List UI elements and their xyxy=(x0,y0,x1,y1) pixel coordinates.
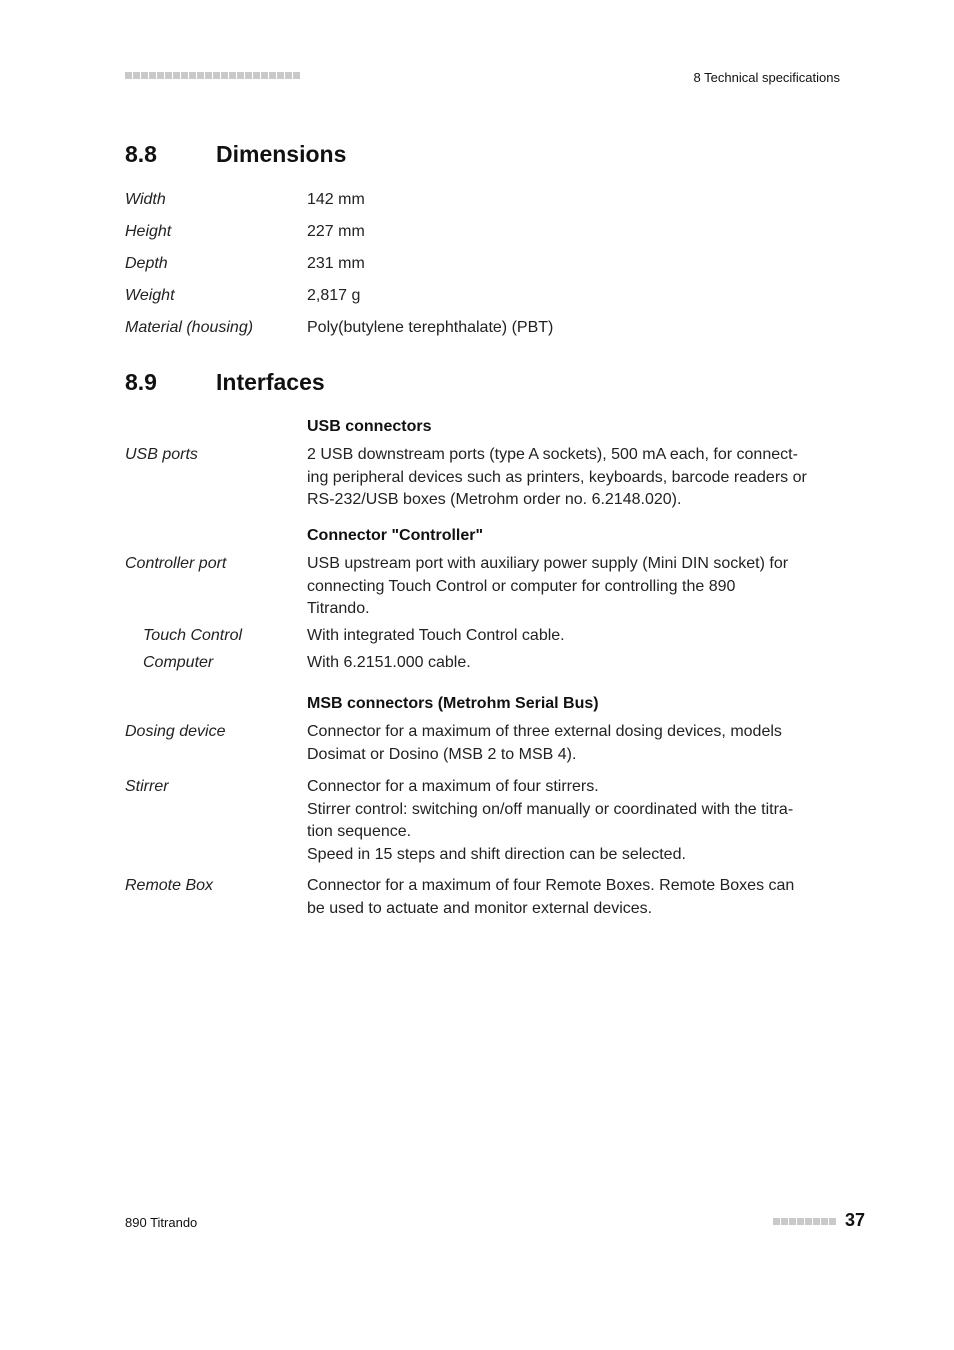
text-line: ing peripheral devices such as printers, keyboards, barcode readers or xyxy=(307,468,807,486)
text-line: Connector for a maximum of four stirrers. xyxy=(307,778,599,795)
spec-label: USB ports xyxy=(125,446,198,463)
section-title: Interfaces xyxy=(216,369,325,395)
spec-value xyxy=(307,776,827,866)
text-line: Speed in 15 steps and shift direction can be selected. xyxy=(307,845,686,863)
text-line: Connector for a maximum of four Remote Boxes. Remote Boxes can xyxy=(307,877,795,894)
text-line: RS-232/USB boxes (Metrohm order no. 6.2148.020). xyxy=(307,491,682,508)
spec-label: Remote Box xyxy=(125,877,214,894)
spec-label: Height xyxy=(125,223,172,240)
text-line: Dosimat or Dosino (MSB 2 to MSB 4). xyxy=(307,745,577,763)
subheading-msb-connectors: MSB connectors (Metrohm Serial Bus) xyxy=(307,695,599,712)
spec-label: Controller port xyxy=(125,555,227,572)
text-line: connecting Touch Control or computer for controlling the 890 xyxy=(307,577,736,595)
header-decoration xyxy=(125,72,300,79)
spec-label: Dosing device xyxy=(125,723,226,740)
section-number: 8.9 xyxy=(125,369,157,395)
spec-label: Depth xyxy=(125,255,168,272)
spec-label: Weight xyxy=(125,287,175,304)
text-line: USB upstream port with auxiliary power supply (Mini DIN socket) for xyxy=(307,555,789,572)
spec-label: Stirrer xyxy=(125,778,169,795)
text-line: Titrando. xyxy=(307,600,370,617)
section-number: 8.8 xyxy=(125,141,157,167)
spec-value xyxy=(307,553,827,621)
spec-value: 2,817 g xyxy=(307,287,361,304)
spec-value xyxy=(307,444,827,512)
spec-label: Touch Control xyxy=(143,627,243,644)
text-line: be used to actuate and monitor external devices. xyxy=(307,899,653,917)
spec-value: 227 mm xyxy=(307,223,365,240)
footer-decoration xyxy=(773,1218,836,1225)
subheading-usb-connectors: USB connectors xyxy=(307,418,432,435)
spec-label: Material (housing) xyxy=(125,319,254,336)
spec-value: With integrated Touch Control cable. xyxy=(307,627,565,644)
text-line: Stirrer control: switching on/off manually or coordinated with the titra- xyxy=(307,800,794,818)
page-number: 37 xyxy=(845,1210,866,1230)
section-heading-interfaces xyxy=(125,369,325,396)
section-heading-dimensions xyxy=(125,141,346,168)
spec-label: Computer xyxy=(143,654,214,671)
subheading-controller: Connector "Controller" xyxy=(307,527,484,544)
spec-value xyxy=(307,721,827,766)
text-line: tion sequence. xyxy=(307,823,412,840)
text-line: 2 USB downstream ports (type A sockets), 500 mA each, for connect- xyxy=(307,446,798,463)
spec-label: Width xyxy=(125,191,166,208)
running-header: 8 Technical specifications xyxy=(693,70,840,85)
spec-value: 231 mm xyxy=(307,255,365,272)
spec-value xyxy=(307,875,827,920)
spec-value: 142 mm xyxy=(307,191,365,208)
spec-value: With 6.2151.000 cable. xyxy=(307,654,471,671)
spec-value: Poly(butylene terephthalate) (PBT) xyxy=(307,319,554,336)
text-line: Connector for a maximum of three external dosing devices, models xyxy=(307,723,782,740)
section-title: Dimensions xyxy=(216,141,347,167)
footer-product-name: 890 Titrando xyxy=(125,1215,198,1230)
